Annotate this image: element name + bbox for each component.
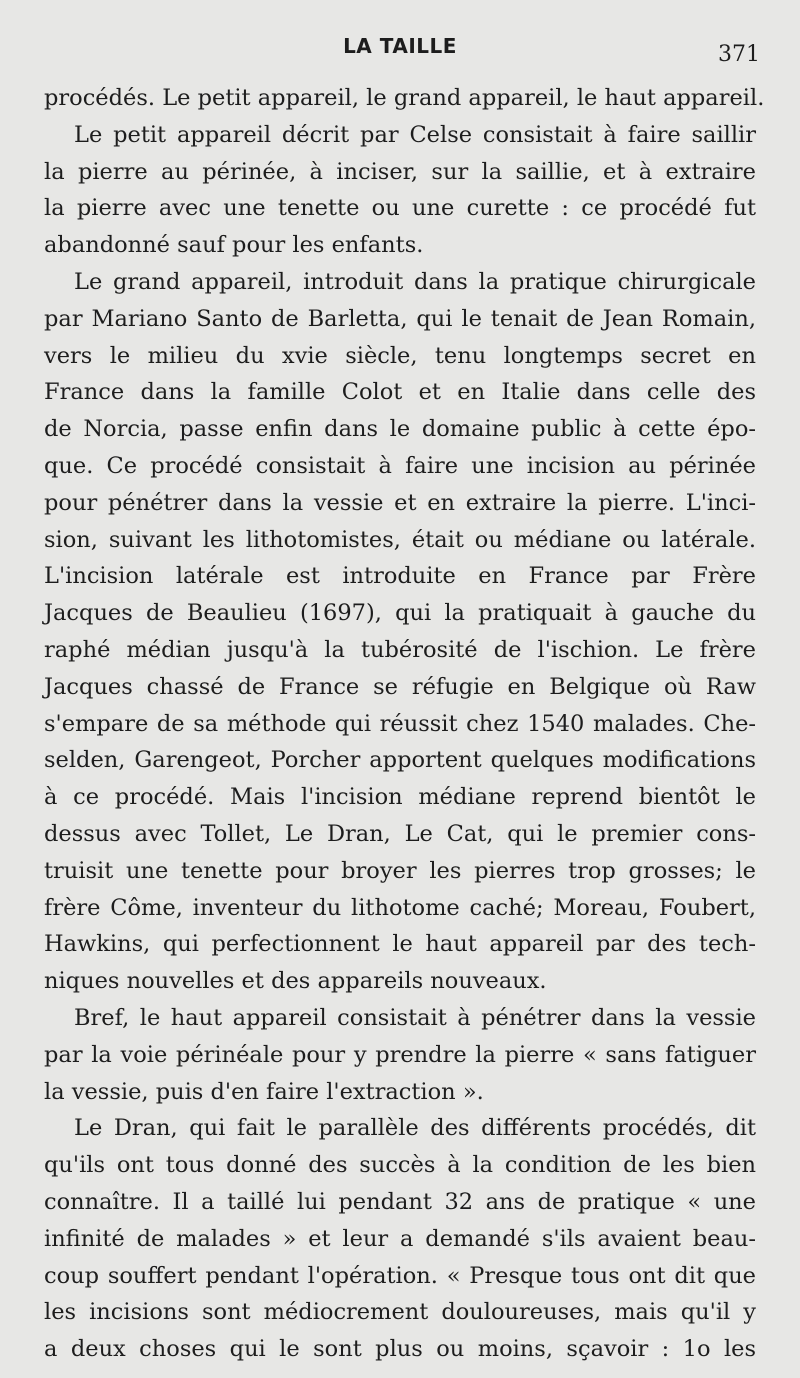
text-line: coup souffert pendant l'opération. « Presque tous ont dit que [44, 1262, 756, 1289]
text-line: de Norcia, passe enfin dans le domaine public à cette épo- [44, 416, 756, 443]
text-line: la pierre au périnée, à inciser, sur la saillie, et à extraire [44, 158, 756, 185]
text-line: connaître. Il a taillé lui pendant 32 ans de pratique « une [44, 1188, 756, 1215]
text-line: Le grand appareil, introduit dans la pratique chirurgicale [74, 268, 756, 295]
text-line: procédés. Le petit appareil, le grand appareil, le haut appareil. [44, 85, 765, 111]
text-line: a deux choses qui le sont plus ou moins, sçavoir : 1o les [44, 1336, 756, 1363]
text-line: truisit une tenette pour broyer les pierres trop grosses; le [44, 857, 756, 884]
text-line: que. Ce procédé consistait à faire une incision au périnée [44, 452, 756, 479]
text-line: pour pénétrer dans la vessie et en extraire la pierre. L'inci- [44, 489, 756, 516]
text-line: L'incision latérale est introduite en France par Frère [44, 563, 756, 590]
text-line: Hawkins, qui perfectionnent le haut appareil par des tech- [44, 931, 756, 958]
text-line: s'empare de sa méthode qui réussit chez 1540 malades. Che- [44, 710, 756, 737]
text-line: Le Dran, qui fait le parallèle des différents procédés, dit [74, 1115, 756, 1142]
text-line: par Mariano Santo de Barletta, qui le tenait de Jean Romain, [44, 305, 756, 332]
running-head [0, 30, 800, 70]
text-line: la pierre avec une tenette ou une curette : ce procédé fut [44, 195, 756, 222]
text-line: les incisions sont médiocrement douloureuses, mais qu'il y [44, 1299, 756, 1326]
body-text [44, 80, 765, 1368]
text-line: Jacques de Beaulieu (1697), qui la pratiquait à gauche du [44, 600, 756, 627]
text-line: frère Côme, inventeur du lithotome caché; Moreau, Foubert, [44, 894, 756, 921]
text-line: la vessie, puis d'en faire l'extraction ». [44, 1078, 484, 1105]
text-line: vers le milieu du xvie siècle, tenu longtemps secret en [44, 342, 756, 369]
text-line: selden, Garengeot, Porcher apportent quelques modifications [44, 747, 756, 774]
text-line: qu'ils ont tous donné des succès à la condition de les bien [44, 1152, 756, 1179]
text-line: Le petit appareil décrit par Celse consistait à faire saillir [74, 121, 756, 148]
running-title: LA TAILLE [343, 34, 457, 58]
text-line: infinité de malades » et leur a demandé s'ils avaient beau- [44, 1225, 756, 1252]
text-line: Bref, le haut appareil consistait à pénétrer dans la vessie [74, 1004, 756, 1031]
text-line: par la voie périnéale pour y prendre la pierre « sans fatiguer [44, 1041, 756, 1068]
text-line: Jacques chassé de France se réfugie en Belgique où Raw [44, 673, 756, 700]
page-number: 371 [718, 42, 760, 67]
text-line: sion, suivant les lithotomistes, était ou médiane ou latérale. [44, 526, 756, 553]
text-line: dessus avec Tollet, Le Dran, Le Cat, qui le premier cons- [44, 820, 756, 847]
text-line: niques nouvelles et des appareils nouveaux. [44, 968, 547, 995]
text-line: France dans la famille Colot et en Italie dans celle des [44, 379, 756, 406]
text-line: raphé médian jusqu'à la tubérosité de l'ischion. Le frère [44, 636, 756, 663]
text-line: à ce procédé. Mais l'incision médiane reprend bientôt le [44, 784, 756, 811]
text-line: abandonné sauf pour les enfants. [44, 232, 424, 259]
